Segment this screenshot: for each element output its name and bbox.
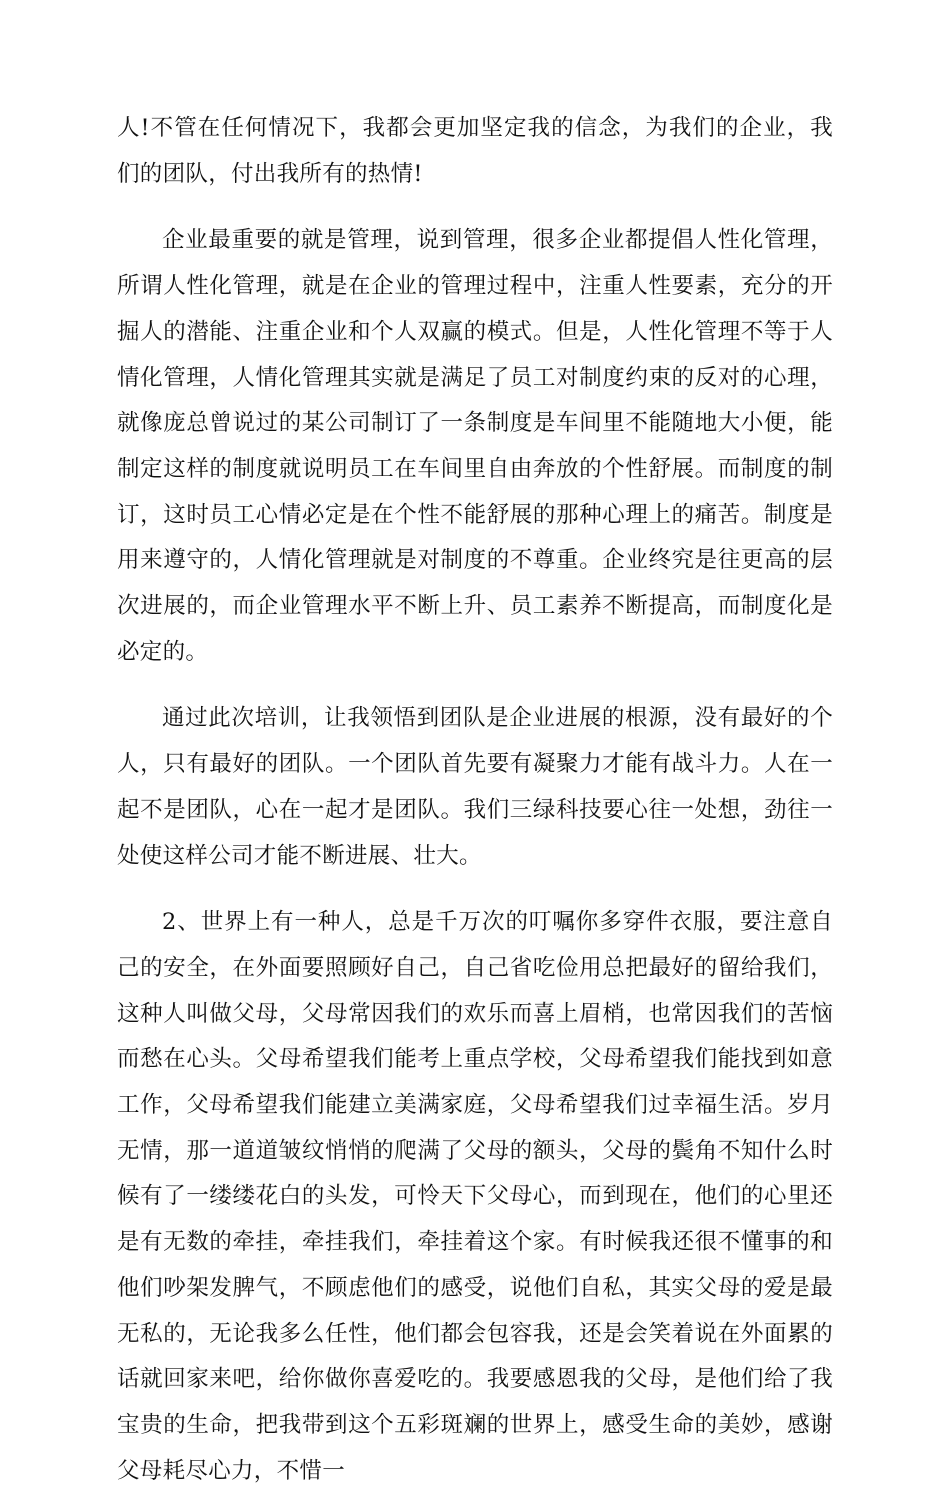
paragraph-teamwork: 通过此次培训，让我领悟到团队是企业进展的根源，没有最好的个人，只有最好的团队。一个团队首先要有凝聚力才能有战斗力。人在一起不是团队，心在一起才是团队。我们三绿科技要心往一处想，劲往一处使这样公司才能不断进展、壮大。	[117, 705, 833, 869]
paragraph-continuation: 人!不管在任何情况下，我都会更加坚定我的信念，为我们的企业，我们的团队，付出我所有的热情!	[117, 115, 833, 187]
paragraph-parents: 2、世界上有一种人，总是千万次的叮嘱你多穿件衣服，要注意自己的安全，在外面要照顾好自己，自己省吃俭用总把最好的留给我们，这种人叫做父母，父母常因我们的欢乐而喜上眉梢，也常因我们的苦恼而愁在心头。父母希望我们能考上重点学校，父母希望我们能找到如意工作，父母希望我们能建立美满家庭，父母希望我们过幸福生活。岁月无情，那一道道皱纹悄悄的爬满了父母的额头，父母的鬓角不知什么时候有了一缕缕花白的头发，可怜天下父母心，而到现在，他们的心里还是有无数的牵挂，牵挂我们，牵挂着这个家。有时候我还很不懂事的和他们吵架发脾气，不顾虑他们的感受，说他们自私，其实父母的爱是最无私的，无论我多么任性，他们都会包容我，还是会笑着说在外面累的话就回家来吧，给你做你喜爱吃的。我要感恩我的父母，是他们给了我宝贵的生命，把我带到这个五彩斑斓的世界上，感受生命的美妙，感谢父母耗尽心力，不惜一	[117, 909, 833, 1484]
document-body	[117, 106, 833, 1494]
paragraph-management: 企业最重要的就是管理，说到管理，很多企业都提倡人性化管理，所谓人性化管理，就是在企业的管理过程中，注重人性要素，充分的开掘人的潜能、注重企业和个人双赢的模式。但是，人性化管理不等于人情化管理，人情化管理其实就是满足了员工对制度约束的反对的心理，就像庞总曾说过的某公司制订了一条制度是车间里不能随地大小便，能制定这样的制度就说明员工在车间里自由奔放的个性舒展。而制度的制订，这时员工心情必定是在个性不能舒展的那种心理上的痛苦。制度是用来遵守的，人情化管理就是对制度的不尊重。企业终究是往更高的层次进展的，而企业管理水平不断上升、员工素养不断提高，而制度化是必定的。	[117, 227, 833, 665]
